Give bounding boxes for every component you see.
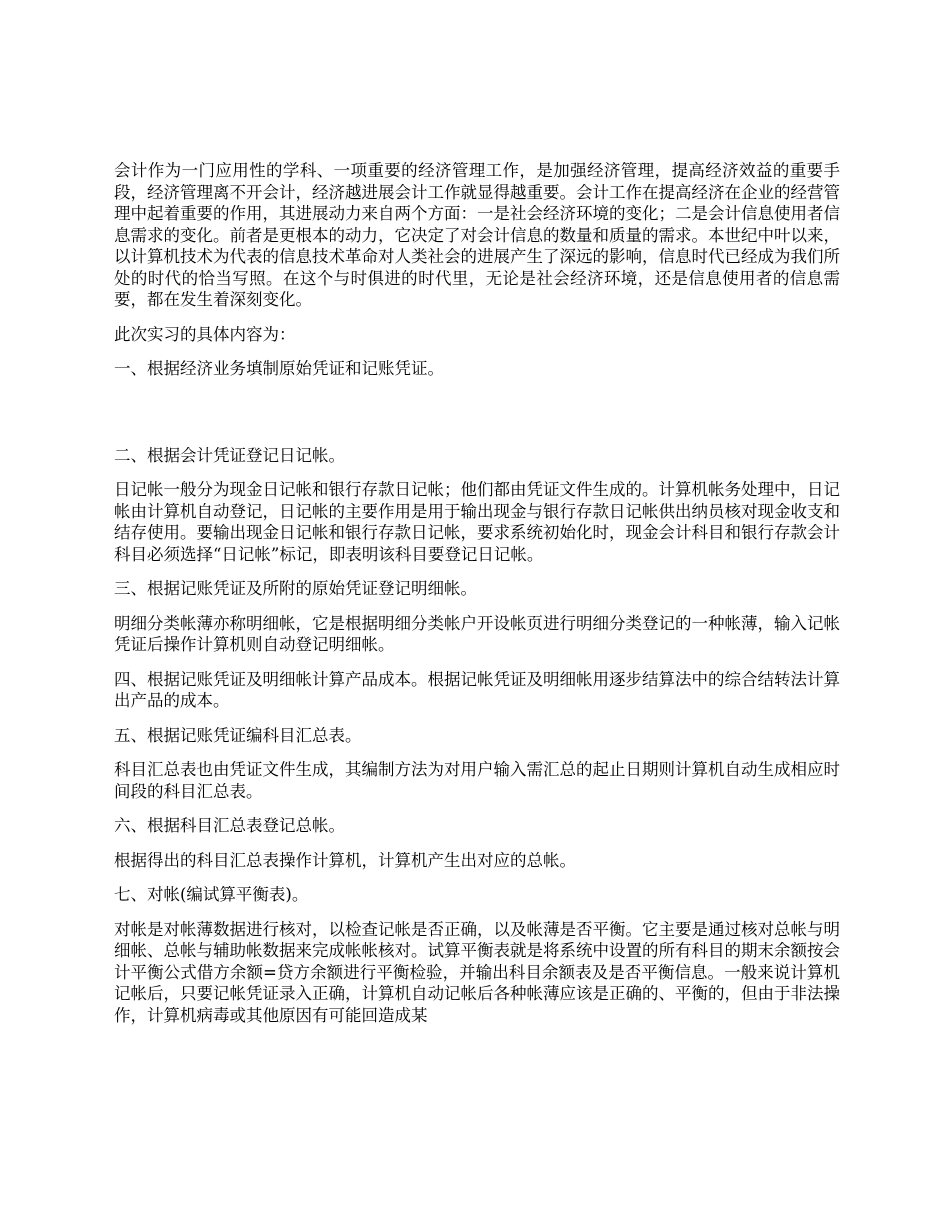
item1-heading: 一、根据经济业务填制原始凭证和记账凭证。 xyxy=(114,359,444,378)
blank-space xyxy=(114,393,840,445)
item4-heading: 四、根据记账凭证及明细帐计算产品成本。根据记帐凭证及明细帐用逐步结算法中的综合结转法计算出产品的成本。 xyxy=(114,669,840,710)
item6-body: 根据得出的科目汇总表操作计算机，计算机产生出对应的总帐。 xyxy=(114,850,576,870)
item7-heading: 七、对帐(编试算平衡表)。 xyxy=(114,885,309,904)
item5-body: 科目汇总表也由凭证文件生成，其编制方法为对用户输入需汇总的起止日期则计算机自动生成相应时间段的科目汇总表。 xyxy=(114,760,840,801)
item2-heading: 二、根据会计凭证登记日记帐。 xyxy=(114,445,345,465)
item3-heading: 三、根据记账凭证及所附的原始凭证登记明细帐。 xyxy=(114,579,477,598)
item7-body: 对帐是对帐薄数据进行核对，以检查记帐是否正确，以及帐薄是否平衡。它主要是通过核对总帐与明细帐、总帐与辅助帐数据来完成帐帐核对。试算平衡表就是将系统中设置的所有科目的期末余额按会计平衡公式借方余额=贷方余额进行平衡检验，并输出科目余额表及是否平衡信息。一般来说计算机记帐后，只要记帐凭证录入正确，计算机自动记帐后各种帐薄应该是正确的、平衡的，但由于非法操作，计算机病毒或其他原因有可能回造成某 xyxy=(114,919,840,1025)
item2-body: 日记帐一般分为现金日记帐和银行存款日记帐；他们都由凭证文件生成的。计算机帐务处理中，日记帐由计算机自动登记，日记帐的主要作用是用于输出现金与银行存款日记帐供出纳员核对现金收支和结存使用。要输出现金日记帐和银行存款日记帐，要求系统初始化时，现金会计科目和银行存款会计科目必须选择“日记帐”标记，即表明该科目要登记日记帐。 xyxy=(114,480,840,564)
item5-heading: 五、根据记账凭证编科目汇总表。 xyxy=(114,725,362,745)
item6-heading: 六、根据科目汇总表登记总帐。 xyxy=(114,816,345,835)
lead-in-paragraph: 此次实习的具体内容为： xyxy=(114,324,296,344)
item3-body: 明细分类帐薄亦称明细帐，它是根据明细分类帐户开设帐页进行明细分类登记的一种帐薄，输入记帐凭证后操作计算机则自动登记明细帐。 xyxy=(114,613,840,654)
intro-paragraph: 会计作为一门应用性的学科、一项重要的经济管理工作，是加强经济管理，提高经济效益的重要手段，经济管理离不开会计，经济越进展会计工作就显得越重要。会计工作在提高经济在企业的经营管理中起着重要的作用，其进展动力来自两个方面：一是社会经济环境的变化；二是会计信息使用者信息需求的变化。前者是更根本的动力，它决定了对会计信息的数量和质量的需求。本世纪中叶以来，以计算机技术为代表的信息技术革命对人类社会的进展产生了深远的影响，信息时代已经成为我们所处的时代的恰当写照。在这个与时俱进的时代里，无论是社会经济环境，还是信息使用者的信息需要，都在发生着深刻变化。 xyxy=(114,161,840,309)
document-body xyxy=(114,160,840,1039)
